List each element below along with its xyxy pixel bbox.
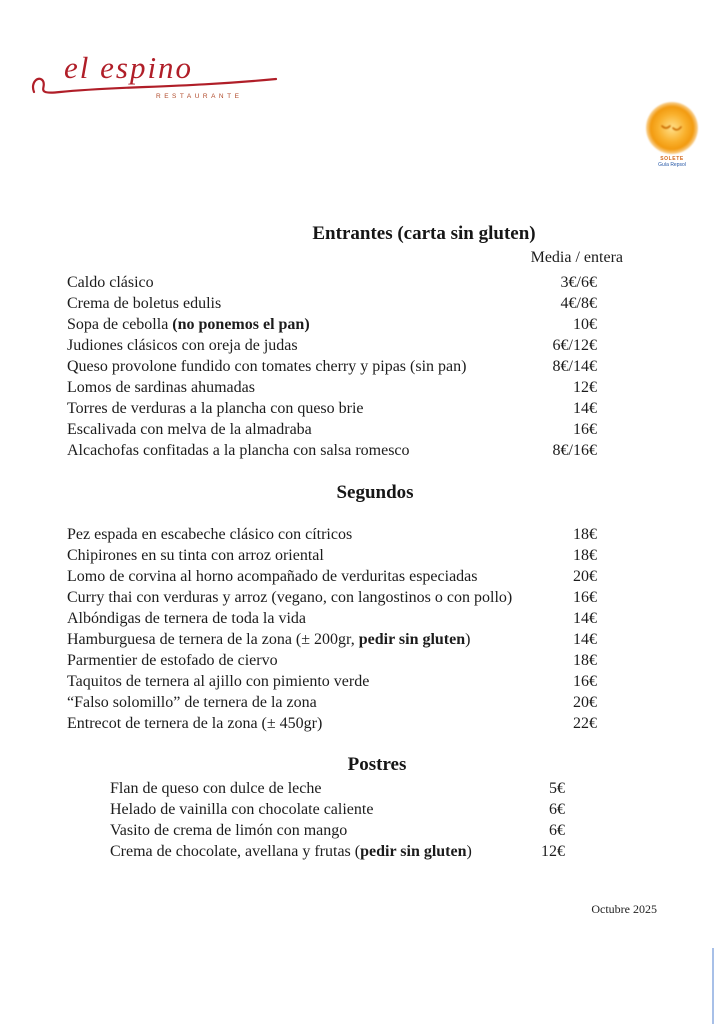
dish-price: 6€/12€ <box>552 337 597 354</box>
blue-edge-line <box>712 948 714 1024</box>
dish-price: 18€ <box>573 547 597 564</box>
dish-price: 8€/16€ <box>552 442 597 459</box>
restaurant-logo <box>28 48 280 104</box>
dish-price: 18€ <box>573 652 597 669</box>
dish-price: 4€/8€ <box>560 295 597 312</box>
menu-item-row <box>67 545 623 566</box>
dish-text-bold: (no ponemos el pan) <box>172 316 310 333</box>
dish-price: 22€ <box>573 715 597 732</box>
dish-name: Torres de verduras a la plancha con queso brie <box>67 400 364 417</box>
dish-name <box>67 314 320 335</box>
dish-name: Lomos de sardinas ahumadas <box>67 379 255 396</box>
menu-item-row <box>67 377 623 398</box>
segundos-list <box>67 524 623 734</box>
dish-price: 18€ <box>573 526 597 543</box>
dish-text-suffix: ) <box>465 631 471 648</box>
menu-item-row <box>67 314 623 335</box>
dish-name: Queso provolone fundido con tomates cherry y pipas (sin pan) <box>67 358 467 375</box>
entrantes-list <box>67 272 623 461</box>
dish-name: Parmentier de estofado de ciervo <box>67 652 278 669</box>
dish-price: 16€ <box>573 589 597 606</box>
dish-text: Hamburguesa de ternera de la zona (± 200gr, <box>67 631 359 648</box>
dish-name: Alcachofas confitadas a la plancha con salsa romesco <box>67 442 410 459</box>
dish-name: Curry thai con verduras y arroz (vegano, con langostinos o con pollo) <box>67 589 513 606</box>
dish-name: “Falso solomillo” de ternera de la zona <box>67 694 317 711</box>
menu-item-row <box>67 713 623 734</box>
menu-date: Octubre 2025 <box>591 902 657 916</box>
dish-name: Escalivada con melva de la almadraba <box>67 421 312 438</box>
dish-name: Helado de vainilla con chocolate caliente <box>110 801 374 818</box>
menu-item-row <box>67 566 623 587</box>
section-title-postres: Postres <box>347 754 407 775</box>
section-title-segundos: Segundos <box>336 482 414 503</box>
award-badge <box>638 102 706 168</box>
dish-price: 20€ <box>573 694 597 711</box>
dish-name: Albóndigas de ternera de toda la vida <box>67 610 307 627</box>
menu-item-row <box>67 608 623 629</box>
menu-item-row <box>67 650 623 671</box>
dish-name: Chipirones en su tinta con arroz oriental <box>67 547 324 564</box>
menu-item-row <box>67 272 623 293</box>
dish-price: 12€ <box>573 379 597 396</box>
menu-item-row <box>110 841 623 862</box>
sun-icon <box>646 102 698 154</box>
menu-item-row <box>67 440 623 461</box>
dish-text: Crema de chocolate, avellana y frutas ( <box>110 843 361 860</box>
menu-item-row <box>110 820 623 841</box>
dish-name: Judiones clásicos con oreja de judas <box>67 337 298 354</box>
dish-price: 3€/6€ <box>560 274 597 291</box>
award-issuer: Guía Repsol <box>658 162 686 168</box>
menu-item-row <box>67 398 623 419</box>
dish-price: 16€ <box>573 421 597 438</box>
dish-price: 5€ <box>549 780 565 797</box>
dish-price: 14€ <box>573 631 597 648</box>
menu-item-row <box>67 692 623 713</box>
section-title-entrantes: Entrantes (carta sin gluten) <box>312 223 536 244</box>
dish-name <box>67 629 480 650</box>
dish-price: 6€ <box>549 822 565 839</box>
dish-name: Pez espada en escabeche clásico con cítricos <box>67 526 353 543</box>
postres-list <box>67 778 623 862</box>
dish-name: Caldo clásico <box>67 274 154 291</box>
dish-text: Sopa de cebolla <box>67 316 173 333</box>
dish-text-suffix: ) <box>466 843 472 860</box>
logo-script-text: el espino <box>64 50 194 85</box>
dish-name: Crema de boletus edulis <box>67 295 222 312</box>
menu-item-row <box>110 778 623 799</box>
dish-price: 14€ <box>573 610 597 627</box>
price-column-header: Media / entera <box>530 249 623 266</box>
dish-text-bold: pedir sin gluten <box>360 843 467 860</box>
menu-item-row <box>67 293 623 314</box>
dish-price: 10€ <box>573 316 597 333</box>
logo-subtitle: RESTAURANTE <box>156 93 243 100</box>
dish-price: 6€ <box>549 801 565 818</box>
dish-name: Lomo de corvina al horno acompañado de verduritas especiadas <box>67 568 478 585</box>
menu-item-row <box>67 524 623 545</box>
menu-item-row <box>67 419 623 440</box>
menu-content <box>67 222 623 862</box>
dish-name <box>110 841 482 862</box>
menu-item-row <box>67 335 623 356</box>
dish-name: Taquitos de ternera al ajillo con pimiento verde <box>67 673 370 690</box>
dish-price: 20€ <box>573 568 597 585</box>
menu-item-row <box>110 799 623 820</box>
dish-price: 12€ <box>541 843 565 860</box>
menu-item-row <box>67 629 623 650</box>
menu-item-row <box>67 587 623 608</box>
dish-price: 16€ <box>573 673 597 690</box>
dish-text-bold: pedir sin gluten <box>358 631 466 648</box>
menu-item-row <box>67 671 623 692</box>
dish-name: Flan de queso con dulce de leche <box>110 780 322 797</box>
dish-price: 14€ <box>573 400 597 417</box>
award-name: SOLETE <box>660 156 684 162</box>
menu-item-row <box>67 356 623 377</box>
dish-name: Vasito de crema de limón con mango <box>110 822 348 839</box>
dish-price: 8€/14€ <box>552 358 597 375</box>
dish-name: Entrecot de ternera de la zona (± 450gr) <box>67 715 323 732</box>
